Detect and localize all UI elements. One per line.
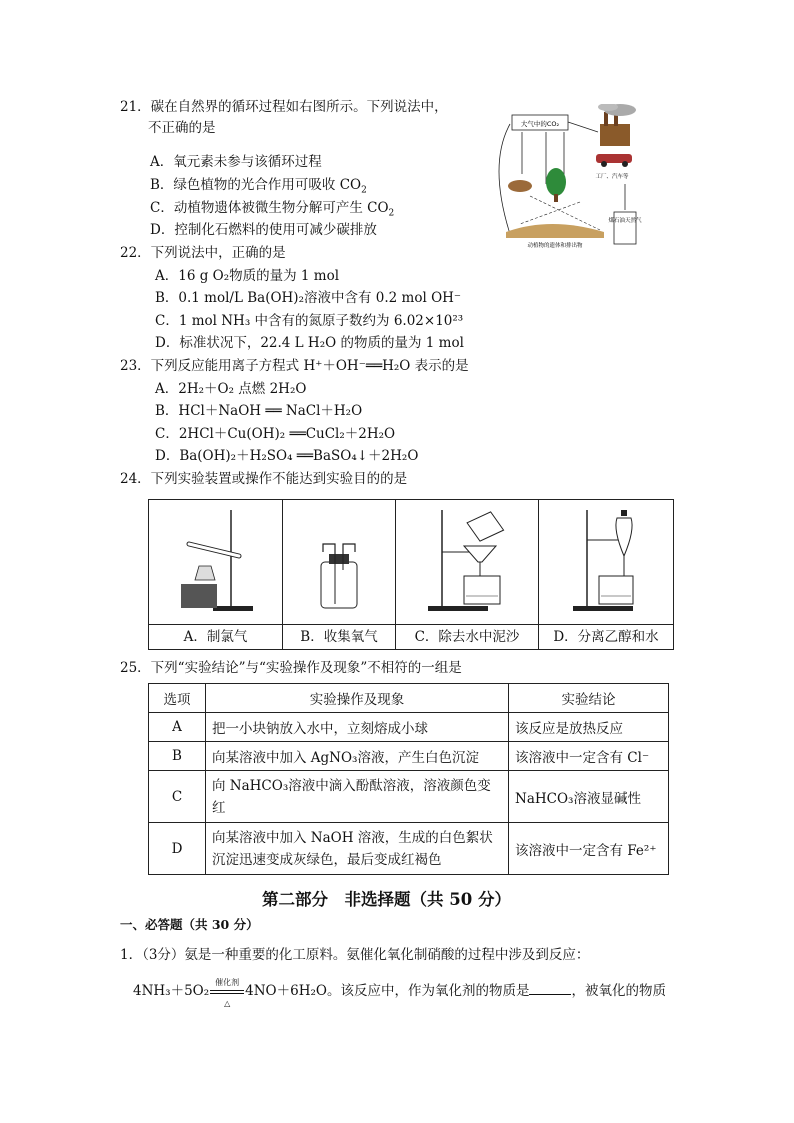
q25-stem: 25．下列“实验结论”与“实验操作及现象”不相符的一组是 [120, 660, 462, 676]
apparatus-a-figure [149, 500, 282, 620]
q21-option-d: D．控制化石燃料的使用可减少碳排放 [150, 222, 377, 238]
q21-stem: 21．碳在自然界的循环过程如右图所示。下列说法中， [120, 99, 448, 115]
apparatus-d-figure [539, 500, 673, 620]
caption-d: D．分离乙醇和水 [539, 625, 674, 650]
header-option: 选项 [149, 684, 206, 713]
header-conclusion: 实验结论 [509, 684, 669, 713]
svg-text:动植物的遗体和排出物: 动植物的遗体和排出物 [527, 243, 583, 249]
q21-option-c: C．动植物遗体被微生物分解可产生 $CO_2$ [150, 200, 395, 219]
q22-option-d: D．标准状况下，22.4 L H₂O 的物质的量为 1 mol [155, 335, 464, 351]
q22-option-b: B．0.1 mol/L Ba(OH)₂溶液中含有 0.2 mol OH⁻ [155, 290, 462, 306]
table-row: A 把一小块钠放入水中，立刻熔成小球 该反应是放热反应 [149, 713, 669, 742]
table-row: B 向某溶液中加入 AgNO₃溶液，产生白色沉淀 该溶液中一定含有 Cl⁻ [149, 742, 669, 771]
q24-stem: 24．下列实验装置或操作不能达到实验目的的是 [120, 471, 408, 487]
apparatus-d-cell [539, 500, 674, 625]
section-heading: 一、必答题（共 30 分） [120, 917, 259, 932]
q23-option-d: D．Ba(OH)₂＋H₂SO₄ ══BaSO₄↓＋2H₂O [155, 448, 419, 464]
q21-stem-2: 不正确的是 [148, 120, 216, 136]
header-operation: 实验操作及现象 [206, 684, 509, 713]
q25-table [148, 683, 669, 875]
q22-option-a: A．16 g O₂物质的量为 1 mol [155, 268, 340, 284]
table-row: D 向某溶液中加入 NaOH 溶液，生成的白色絮状 沉淀迅速变成灰绿色，最后变成红褐色 该溶液中一定含有 Fe²⁺ [149, 823, 669, 875]
q21-option-b: B．绿色植物的光合作用可吸收 $CO_2$ [150, 177, 367, 196]
table-row: C 向 NaHCO₃溶液中滴入酚酞溶液，溶液颜色变 红 NaHCO₃溶液显碱性 [149, 771, 669, 823]
svg-text:工厂、汽车等: 工厂、汽车等 [595, 174, 629, 180]
q1-line1: 1．（3分）氨是一种重要的化工原料。氨催化氧化制硝酸的过程中涉及到反应： [120, 947, 590, 963]
answer-blank[interactable] [529, 980, 571, 995]
q23-option-b: B．HCl＋NaOH ══ NaCl＋H₂O [155, 403, 363, 419]
caption-b: B．收集氧气 [283, 625, 396, 650]
q23-option-c: C．2HCl＋Cu(OH)₂ ══CuCl₂＋2H₂O [155, 426, 396, 442]
carbon-cycle-figure [480, 104, 670, 250]
fig-top-box-label: 大气中的CO₂ [520, 120, 560, 128]
q23-option-a: A．2H₂＋O₂ 点燃 2H₂O [155, 381, 307, 397]
apparatus-c-cell [396, 500, 539, 625]
svg-text:煤石油天然气: 煤石油天然气 [608, 218, 642, 224]
caption-c: C．除去水中泥沙 [396, 625, 539, 650]
q21-option-a: A．氧元素未参与该循环过程 [150, 154, 322, 170]
apparatus-b-cell [283, 500, 396, 625]
apparatus-a-cell [149, 500, 283, 625]
q23-stem: 23．下列反应能用离子方程式 H⁺＋OH⁻══H₂O 表示的是 [120, 358, 469, 374]
apparatus-c-figure [396, 500, 538, 620]
apparatus-b-figure [283, 500, 395, 620]
part2-title: 第二部分 非选择题（共 50 分） [262, 890, 511, 909]
caption-a: A．制氯气 [149, 625, 283, 650]
q22-stem: 22．下列说法中，正确的是 [120, 245, 286, 261]
q22-option-c: C．1 mol NH₃ 中含有的氮原子数约为 6.02×10²³ [155, 313, 464, 329]
q1-line2: 4NH₃＋5O₂ 催化剂 △ 4NO＋6H₂O。该反应中，作为氧化剂的物质是 ，被氧化的物质 [133, 978, 666, 1008]
q24-apparatus-table [148, 499, 674, 650]
